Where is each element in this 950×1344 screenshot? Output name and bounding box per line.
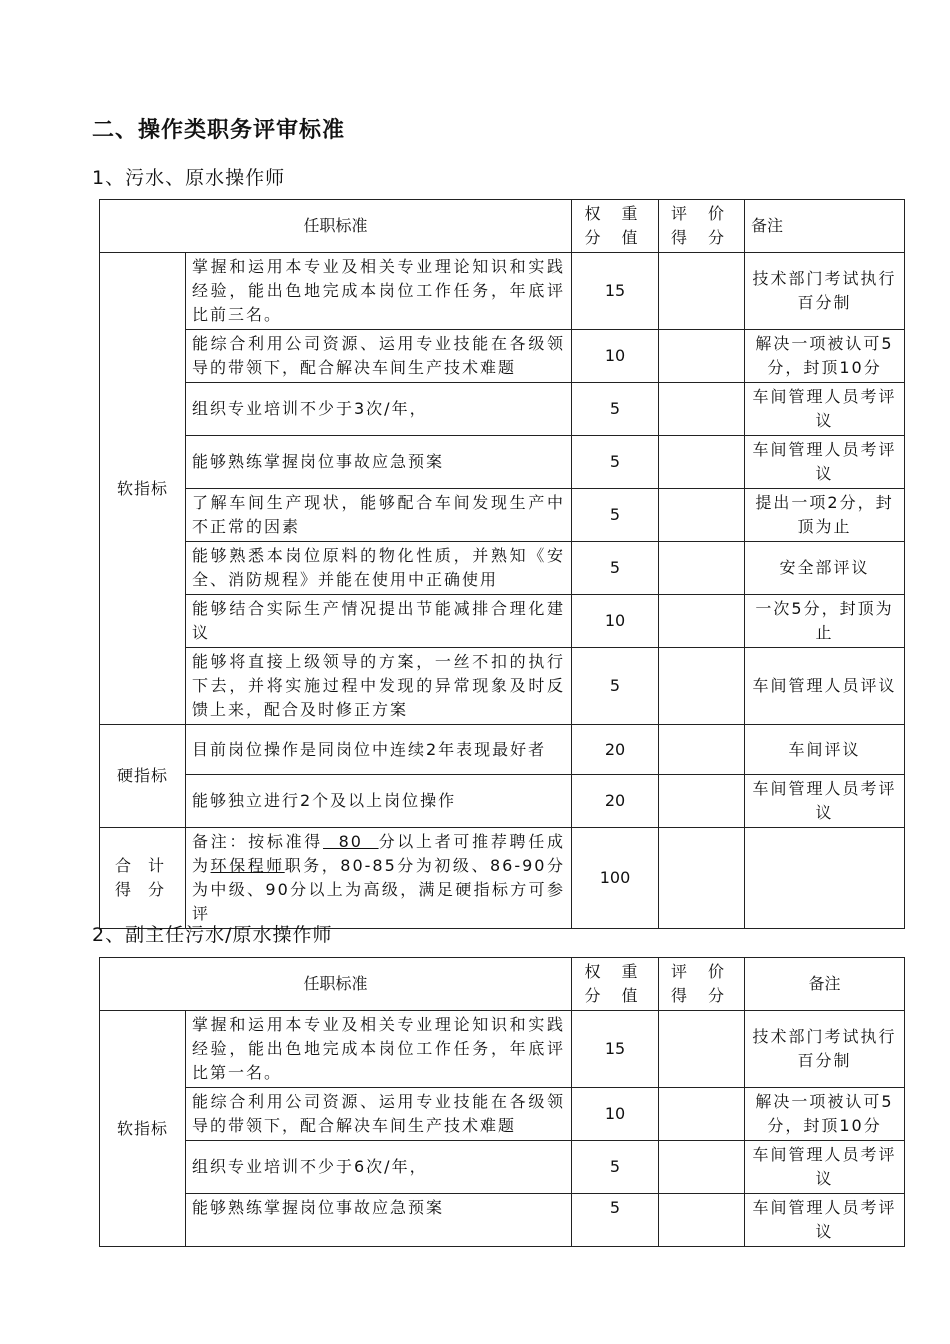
criteria-cell: 了解车间生产现状，能够配合车间发现生产中不正常的因素 (186, 489, 572, 542)
weight-cell: 10 (572, 330, 659, 383)
pass-score: 80 (323, 832, 379, 851)
weight-cell: 15 (572, 1011, 659, 1088)
header-weight (572, 958, 659, 1011)
header-weight-line1: 权 重 (584, 204, 646, 223)
criteria-table-1 (99, 199, 905, 929)
subsection-title-2: 2、副主任污水/原水操作师 (92, 924, 333, 946)
header-eval-line2: 得 分 (670, 986, 733, 1005)
table-row (100, 775, 905, 828)
criteria-cell: 能够熟悉本岗位原料的物化性质，并熟知《安全、消防规程》并能在使用中正确使用 (186, 542, 572, 595)
score-cell (659, 1011, 745, 1088)
remark-cell: 车间管理人员考评议 (745, 775, 905, 828)
total-label (100, 828, 186, 929)
table-header-row (100, 200, 905, 253)
table-row (100, 1011, 905, 1088)
remark-cell: 安全部评议 (745, 542, 905, 595)
weight-cell: 10 (572, 595, 659, 648)
criteria-cell: 能够将直接上级领导的方案，一丝不扣的执行下去，并将实施过程中发现的异常现象及时反馈上来，配合及时修正方案 (186, 648, 572, 725)
criteria-cell: 能够熟练掌握岗位事故应急预案 (186, 436, 572, 489)
total-label-line1: 合 计 (114, 856, 171, 875)
weight-cell: 20 (572, 775, 659, 828)
total-note-part-c: 职务，80-85分为初级、86-90分为中级、90分以上为高级，满足硬指标方可参评 (192, 856, 566, 923)
score-cell (659, 595, 745, 648)
table-row (100, 330, 905, 383)
header-evaluation (659, 958, 745, 1011)
weight-cell: 5 (572, 1194, 659, 1247)
score-cell (659, 1141, 745, 1194)
remark-cell: 车间管理人员评议 (745, 648, 905, 725)
criteria-cell: 能综合利用公司资源、运用专业技能在各级领导的带领下，配合解决车间生产技术难题 (186, 330, 572, 383)
header-weight (572, 200, 659, 253)
score-cell (659, 542, 745, 595)
soft-indicator-label: 软指标 (100, 253, 186, 725)
table-row (100, 1141, 905, 1194)
total-remark-cell (745, 828, 905, 929)
total-score-cell (659, 828, 745, 929)
remark-cell: 车间评议 (745, 725, 905, 775)
header-eval-line2: 得 分 (670, 228, 733, 247)
score-cell (659, 489, 745, 542)
remark-cell: 车间管理人员考评议 (745, 1141, 905, 1194)
soft-indicator-label: 软指标 (100, 1011, 186, 1247)
score-cell (659, 1194, 745, 1247)
table-row (100, 1088, 905, 1141)
total-row (100, 828, 905, 929)
score-cell (659, 725, 745, 775)
table-row (100, 436, 905, 489)
score-cell (659, 648, 745, 725)
table-header-row (100, 958, 905, 1011)
criteria-cell: 目前岗位操作是同岗位中连续2年表现最好者 (186, 725, 572, 775)
section-title: 二、操作类职务评审标准 (92, 118, 346, 143)
criteria-table-2 (99, 957, 905, 1247)
table-row (100, 1194, 905, 1247)
table-row (100, 253, 905, 330)
remark-cell: 解决一项被认可5分，封顶10分 (745, 1088, 905, 1141)
header-weight-line1: 权 重 (584, 962, 646, 981)
weight-cell: 5 (572, 436, 659, 489)
weight-cell: 5 (572, 648, 659, 725)
remark-cell: 车间管理人员考评议 (745, 383, 905, 436)
remark-cell: 提出一项2分，封顶为止 (745, 489, 905, 542)
remark-cell: 技术部门考试执行百分制 (745, 253, 905, 330)
header-criteria: 任职标准 (100, 200, 572, 253)
criteria-cell: 能够独立进行2个及以上岗位操作 (186, 775, 572, 828)
table-row (100, 489, 905, 542)
remark-cell: 技术部门考试执行百分制 (745, 1011, 905, 1088)
criteria-cell: 掌握和运用本专业及相关专业理论知识和实践经验，能出色地完成本岗位工作任务，年底评比前三名。 (186, 253, 572, 330)
weight-cell: 15 (572, 253, 659, 330)
criteria-cell: 组织专业培训不少于6次/年， (186, 1141, 572, 1194)
total-note (186, 828, 572, 929)
total-weight: 100 (572, 828, 659, 929)
weight-cell: 5 (572, 383, 659, 436)
weight-cell: 20 (572, 725, 659, 775)
subsection-title-1: 1、污水、原水操作师 (92, 167, 286, 189)
table-row (100, 542, 905, 595)
table-row (100, 648, 905, 725)
header-weight-line2: 分 值 (584, 986, 646, 1005)
score-cell (659, 330, 745, 383)
header-weight-line2: 分 值 (584, 228, 646, 247)
criteria-cell: 能够熟练掌握岗位事故应急预案 (186, 1194, 572, 1247)
table-row (100, 595, 905, 648)
total-note-part-b: 分以上者可推荐聘任成为 (192, 832, 565, 875)
weight-cell: 10 (572, 1088, 659, 1141)
weight-cell: 5 (572, 1141, 659, 1194)
weight-cell: 5 (572, 489, 659, 542)
role-name: 环保程师 (210, 856, 285, 875)
header-remark: 备注 (745, 958, 905, 1011)
criteria-cell: 掌握和运用本专业及相关专业理论知识和实践经验，能出色地完成本岗位工作任务，年底评比第一名。 (186, 1011, 572, 1088)
table-row (100, 725, 905, 775)
header-evaluation (659, 200, 745, 253)
remark-cell: 解决一项被认可5分，封顶10分 (745, 330, 905, 383)
score-cell (659, 775, 745, 828)
weight-cell: 5 (572, 542, 659, 595)
score-cell (659, 1088, 745, 1141)
remark-cell: 车间管理人员考评议 (745, 1194, 905, 1247)
score-cell (659, 253, 745, 330)
header-eval-line1: 评 价 (670, 962, 733, 981)
remark-cell: 一次5分，封顶为止 (745, 595, 905, 648)
remark-cell: 车间管理人员考评议 (745, 436, 905, 489)
hard-indicator-label: 硬指标 (100, 725, 186, 828)
header-remark: 备注 (745, 200, 905, 253)
table-row (100, 383, 905, 436)
criteria-cell: 能够结合实际生产情况提出节能减排合理化建议 (186, 595, 572, 648)
score-cell (659, 383, 745, 436)
criteria-cell: 组织专业培训不少于3次/年， (186, 383, 572, 436)
score-cell (659, 436, 745, 489)
header-eval-line1: 评 价 (670, 204, 733, 223)
total-label-line2: 得 分 (114, 880, 171, 899)
header-criteria: 任职标准 (100, 958, 572, 1011)
criteria-cell: 能综合利用公司资源、运用专业技能在各级领导的带领下，配合解决车间生产技术难题 (186, 1088, 572, 1141)
total-note-part-a: 备注：按标准得 (192, 832, 323, 851)
